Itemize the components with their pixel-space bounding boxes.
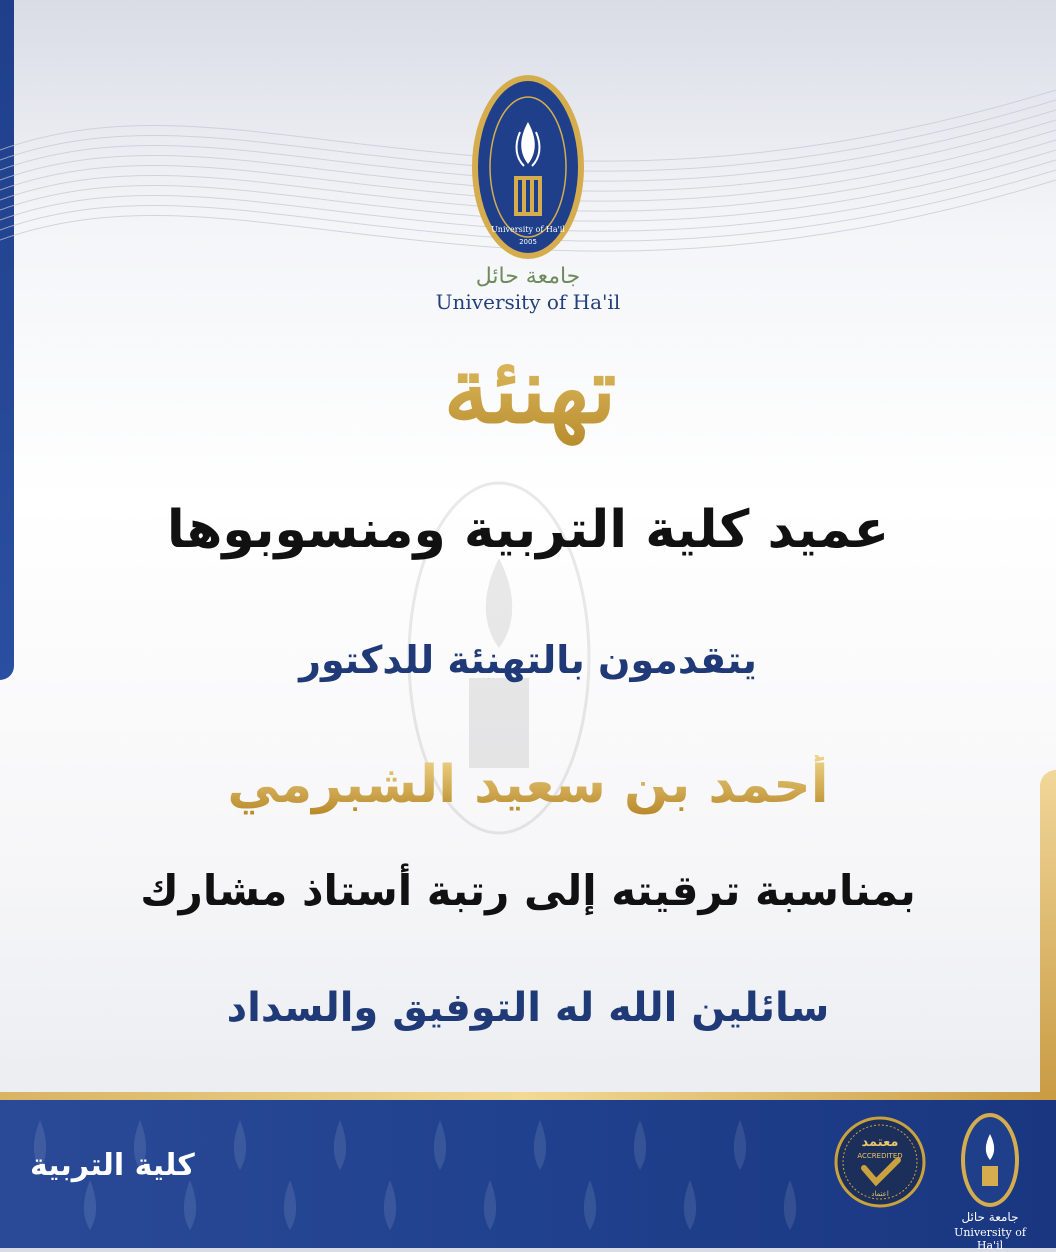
- svg-text:University of Ha'il: University of Ha'il: [491, 225, 565, 234]
- congratulate-line: يتقدمون بالتهنئة للدكتور: [299, 638, 757, 682]
- university-seal-logo: [470, 72, 586, 262]
- small-logo-arabic: جامعة حائل: [961, 1210, 1019, 1224]
- accredited-badge: [834, 1116, 926, 1208]
- college-of-education-label: كلية التربية: [30, 1148, 195, 1183]
- university-seal-small-logo: [960, 1112, 1020, 1208]
- accredited-ar-text: معتمد: [861, 1135, 899, 1150]
- svg-text:2005: 2005: [519, 238, 537, 246]
- logo-english-name: University of Ha'il: [435, 290, 621, 314]
- occasion-line: بمناسبة ترقيته إلى رتبة أستاذ مشارك: [140, 866, 916, 915]
- accredited-en-text: ACCREDITED: [857, 1152, 903, 1160]
- small-logo-english: University of Ha'il: [954, 1226, 1026, 1252]
- accredited-brand-text: اعتماد: [871, 1190, 889, 1198]
- logo-arabic-name: جامعة حائل: [475, 264, 581, 289]
- congratulations-calligraphy: تهنئة: [380, 330, 680, 450]
- right-gold-accent: [1040, 770, 1056, 1100]
- dean-line: عميد كلية التربية ومنسوبوها: [166, 500, 890, 560]
- blessing-line: سائلين الله له التوفيق والسداد: [226, 985, 830, 1031]
- honoree-name: أحمد بن سعيد الشبرمي: [200, 755, 856, 815]
